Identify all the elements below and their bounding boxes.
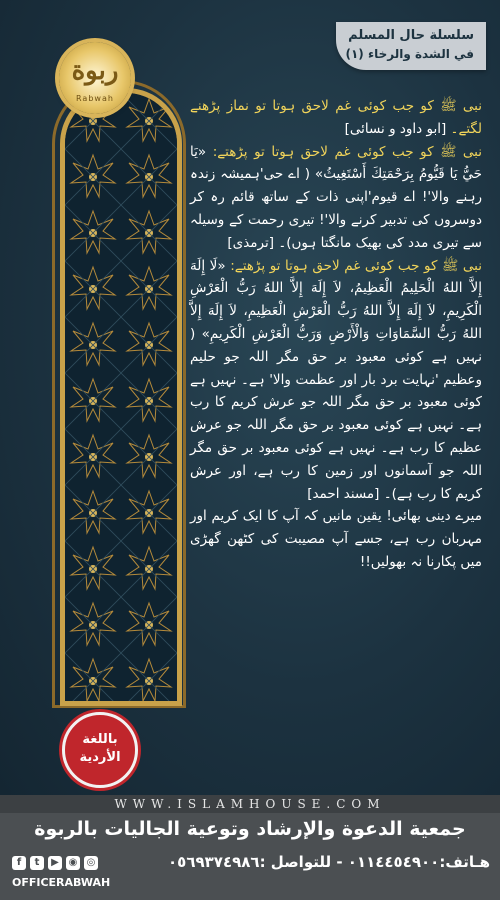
organization-name: جمعية الدعوة والإرشاد وتوعية الجاليات بالربوة <box>34 818 466 840</box>
instagram-icon[interactable]: ◎ <box>84 856 98 870</box>
series-title-line1: سلسلة حال المسلم <box>348 28 474 43</box>
logo-subtitle: Rabwah <box>76 94 114 103</box>
dua-2: «یَا حَيُّ يَا قَيُّومُ بِرَحْمَتِكَ أَسْتَغِيثُ» ( اے حی'ہمیشہ زندہ رہنے والا'! اے قیوم'اپنی ذات کے ساتھ قائم رہ کر دوسروں کی تدبیر کرنے والا'! تیری رحمت کے وسیلہ سے تیری مدد کی بھیک مانگتا ہوں)۔ <box>190 143 482 251</box>
citation-1: [ابو داود و نسائی] <box>344 120 447 137</box>
twitter-icon[interactable]: t <box>30 856 44 870</box>
language-badge <box>62 712 138 788</box>
facebook-icon[interactable]: f <box>12 856 26 870</box>
badge-line1: باللغة <box>82 732 118 747</box>
youtube-icon[interactable]: ▶ <box>48 856 62 870</box>
arch-ornament-panel <box>60 88 182 706</box>
badge-line2: الأردية <box>79 750 121 765</box>
dua-3: «لَا إِلَهَ إِلاَّ اللهُ الْحَلِيمُ الْعَظِيمُ، لاَ إِلَهَ إِلاَّ اللهُ رَبُّ الْعَرْشِ الْكَرِيمِ، لاَ إِلَهَ إِلاَّ اللهُ رَبُّ الْعَرْشِ الْعَظِيمِ، لاَ إِلَهَ إِلاَّ اللهُ رَبُّ السَّمَاوَاتِ وَالْأَرْضِ وَرَبُّ الْعَرْشِ الْكَرِيمِ» ( نہیں ہے کوئی معبود بر حق مگر اللہ جو حلیم وعظیم 'نہایت برد بار اور عظمت والا' ہے۔ نہیں ہے کوئی معبود بر حق مگر اللہ جو عرش کریم کا رب ہے۔ نہیں ہے کوئی معبود بر حق مگر اللہ جو عرش عظیم کا رب ہے۔ نہیں ہے کوئی معبود بر حق مگر اللہ جو آسمانوں اور زمین کا رب ہے، اور عرش کریم کا رب ہے)۔ <box>190 257 482 502</box>
geometric-star-pattern <box>65 93 177 701</box>
paragraph-2 <box>190 141 482 255</box>
paragraph-3 <box>190 255 482 506</box>
website-link[interactable]: WWW.ISLAMHOUSE.COM <box>0 795 500 813</box>
highlight-3: نبی ﷺ کو جب کوئی غم لاحق ہوتا تو پڑھتے: <box>230 257 483 274</box>
citation-2: [ترمذی] <box>227 234 275 251</box>
paragraph-4 <box>190 505 482 573</box>
social-handle: OFFICERABWAH <box>12 876 111 889</box>
series-title-ribbon <box>336 22 486 70</box>
snapchat-icon[interactable]: ◉ <box>66 856 80 870</box>
highlight-1: نبی ﷺ کو جب کوئی غم لاحق ہوتا تو نماز پڑھنے لگتے۔ <box>190 98 482 137</box>
citation-3: [مسند احمد] <box>307 485 380 502</box>
rabwah-logo <box>59 42 131 114</box>
series-title-line2: في الشدة والرخاء (١) <box>345 47 474 61</box>
paragraph-1 <box>190 95 482 141</box>
article-text <box>190 95 482 785</box>
social-icons <box>12 856 98 870</box>
highlight-2: نبی ﷺ کو جب کوئی غم لاحق ہوتا تو پڑھتے: <box>212 143 482 160</box>
contact-numbers: هـاتف:٠١١٤٤٥٤٩٠٠ - للتواصل :٠٥٦٩٣٧٤٩٨٦ <box>168 853 490 871</box>
closing-text: میرے دینی بھائی! یقین مانیں کہ آپ کا ایک کریم اور مہربان رب ہے، جسے آپ مصیبت کی کٹھن گھڑی میں پکارنا نہ بھولیں!! <box>190 508 482 570</box>
logo-mark: ربوة <box>71 56 119 86</box>
